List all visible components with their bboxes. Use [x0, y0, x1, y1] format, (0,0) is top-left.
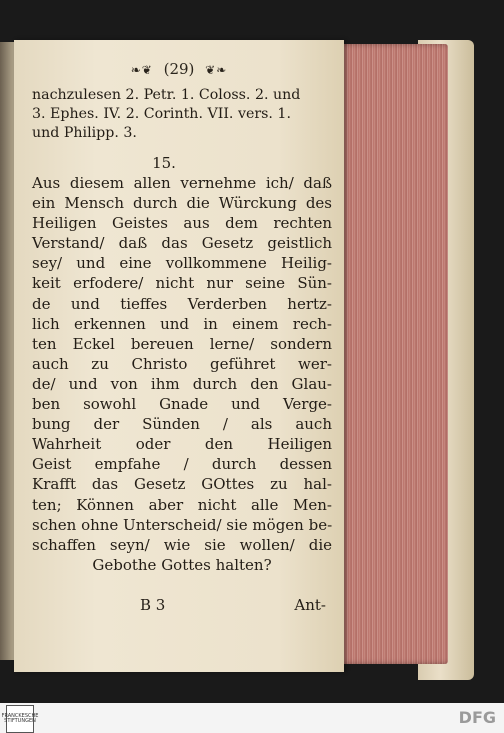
text-line: de und tieffes Verderben hertz-	[32, 294, 332, 313]
text-line: schen ohne Unterscheid/ sie mögen be-	[32, 515, 333, 534]
text-line: Heiligen Geistes aus dem rechten	[32, 214, 332, 233]
page-number: (29)	[163, 60, 195, 78]
ornament-right: ❦❧	[205, 63, 228, 77]
text-line: sey/ und eine vollkommene Heilig-	[32, 254, 332, 273]
text-line: schaffen seyn/ wie sie wollen/ die	[32, 535, 332, 554]
dfg-logo[interactable]: DFG	[458, 708, 496, 727]
book-page	[14, 40, 344, 672]
text-line: ten; Können aber nicht alle Men-	[32, 495, 332, 514]
signature-mark: B 3	[140, 596, 166, 614]
text-line: ten Eckel bereuen lerne/ sondern	[32, 334, 332, 353]
text-line: bung der Sünden / als auch	[32, 415, 332, 434]
text-line: keit erfodere/ nicht nur seine Sün-	[32, 274, 332, 293]
section-number: 15.	[152, 154, 176, 172]
reference-lines	[32, 86, 332, 143]
text-line: Geist empfahe / durch dessen	[32, 455, 332, 474]
body-text	[32, 173, 332, 575]
page-header	[14, 60, 344, 78]
text-line: ein Mensch durch die Würckung des	[32, 194, 332, 213]
text-line: Wahrheit oder den Heiligen	[32, 435, 332, 454]
text-line: Krafft das Gesetz GOttes zu hal-	[32, 475, 332, 494]
text-line: 3. Ephes. IV. 2. Corinth. VII. vers. 1.	[32, 106, 291, 122]
text-line: auch zu Christo geführet wer-	[32, 354, 332, 373]
text-line: und Philipp. 3.	[32, 125, 137, 141]
text-line: de/ und von ihm durch den Glau-	[32, 374, 332, 393]
page-edges	[338, 44, 448, 664]
text-line: lich erkennen und in einem rech-	[32, 314, 332, 333]
viewer-footer-bar	[0, 703, 504, 733]
text-line: Aus diesem allen vernehme ich/ daß	[32, 174, 332, 192]
ornament-left: ❧❦	[130, 63, 153, 77]
text-line: ben sowohl Gnade und Verge-	[32, 395, 332, 414]
text-line: Gebothe Gottes halten?	[92, 555, 272, 574]
library-logo[interactable]: FRANCKESCHE STIFTUNGEN	[6, 705, 34, 733]
catchword: Ant-	[294, 596, 326, 614]
text-line: Verstand/ daß das Gesetz geistlich	[32, 234, 332, 253]
text-line: nachzulesen 2. Petr. 1. Coloss. 2. und	[32, 87, 301, 103]
